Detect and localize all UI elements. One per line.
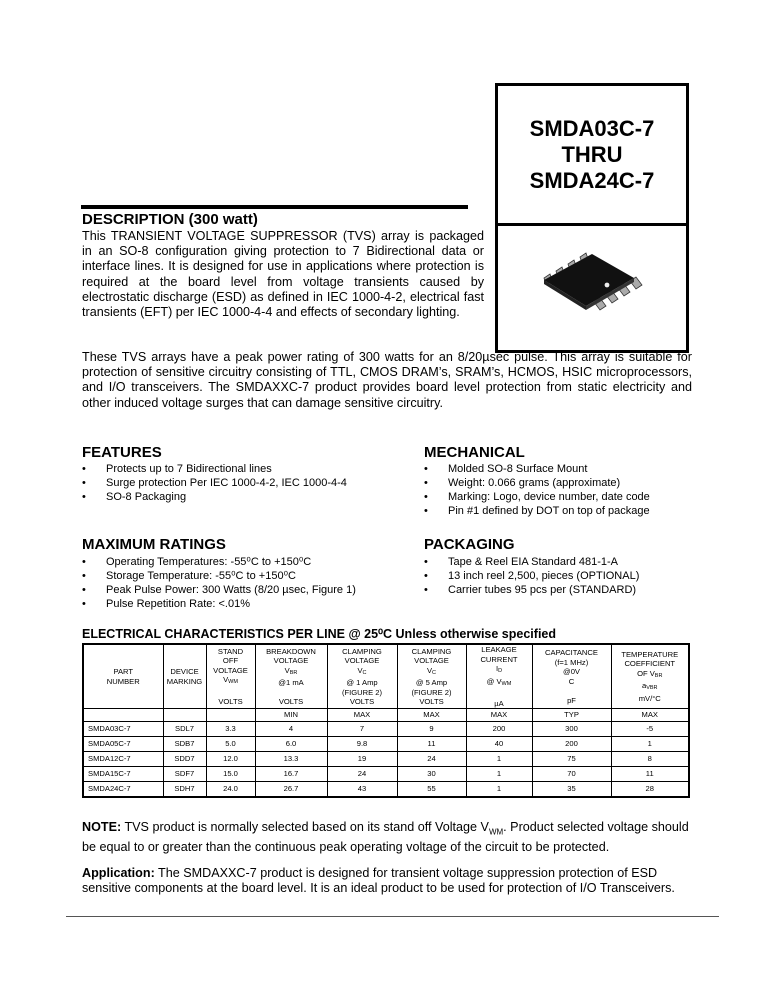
- table-cell: 200: [466, 722, 532, 737]
- package-image-area: [498, 226, 686, 353]
- header-unit: µA: [494, 698, 504, 708]
- header-unit: VOLTS: [278, 697, 304, 706]
- list-item: • SO-8 Packaging: [82, 490, 347, 504]
- table-cell: 26.7: [255, 782, 327, 798]
- header-part-number: [83, 644, 163, 709]
- header-unit: VOLTS: [218, 697, 243, 706]
- title-block: [498, 86, 686, 226]
- header-text: MARKING: [166, 676, 203, 686]
- header-text: V: [223, 675, 229, 684]
- header-subscript: WM: [501, 680, 512, 687]
- mechanical-list: [424, 462, 650, 518]
- header-text: TEMPERATURE: [621, 649, 679, 659]
- table-cell: [83, 709, 163, 722]
- description-rule: [81, 205, 468, 209]
- table-cell: 11: [611, 767, 689, 782]
- header-subscript: BR: [654, 672, 663, 679]
- table-cell: [206, 709, 255, 722]
- list-item: • Carrier tubes 95 pcs per (STANDARD): [424, 583, 639, 597]
- list-item: • Weight: 0.066 grams (approximate): [424, 476, 650, 490]
- header-temperature-coefficient: [611, 644, 689, 709]
- table-cell: 13.3: [255, 752, 327, 767]
- table-cell: 15.0: [206, 767, 255, 782]
- header-subscript: VBR: [646, 685, 658, 692]
- table-cell: SDF7: [163, 767, 206, 782]
- table-cell: 1: [466, 782, 532, 798]
- header-unit: mV/°C: [638, 693, 661, 703]
- table-cell: 75: [532, 752, 611, 767]
- table-cell: 12.0: [206, 752, 255, 767]
- list-item: • Storage Temperature: -55⁰C to +150⁰C: [82, 569, 356, 583]
- table-cell: 9: [397, 722, 466, 737]
- table-row: [83, 737, 689, 752]
- header-subscript: BR: [289, 669, 298, 676]
- table-cell: 19: [327, 752, 397, 767]
- header-clamping-voltage-5a: [397, 644, 466, 709]
- header-text: STAND: [217, 646, 244, 656]
- header-text: (FIGURE 2): [411, 687, 452, 697]
- so8-package-icon: [536, 248, 656, 328]
- header-text: V: [426, 665, 433, 675]
- table-cell: 28: [611, 782, 689, 798]
- list-item: • Surge protection Per IEC 1000-4-2, IEC 1000-4-4: [82, 476, 347, 490]
- table-cell: 5.0: [206, 737, 255, 752]
- table-cell: SMDA03C-7: [83, 722, 163, 737]
- header-text: a: [641, 681, 647, 691]
- table-cell: 4: [255, 722, 327, 737]
- header-text: NUMBER: [106, 676, 140, 686]
- table-row: [83, 722, 689, 737]
- application-paragraph: [82, 866, 692, 897]
- table-cell: SDD7: [163, 752, 206, 767]
- description-paragraph-1: This TRANSIENT VOLTAGE SUPPRESSOR (TVS) array is packaged in an SO-8 configuration giving protection to 7 Bidirectional data or interface lines. It is designed for use in applications where protection is required at the board level from voltage transients caused by electrostatic discharge (ESD) as defined in IEC 1000-4-2, electrical fast transients (EFT) per IEC 1000-4-4 and effects of secondary lighting.: [82, 229, 484, 320]
- header-subscript: WM: [228, 679, 238, 685]
- header-unit: VOLTS: [419, 697, 444, 706]
- table-cell: 3.3: [206, 722, 255, 737]
- table-cell: 8: [611, 752, 689, 767]
- list-item: • 13 inch reel 2,500, pieces (OPTIONAL): [424, 569, 639, 583]
- electrical-characteristics-title: ELECTRICAL CHARACTERISTICS PER LINE @ 25⁰C Unless otherwise specified: [82, 627, 556, 641]
- table-cell: SMDA15C-7: [83, 767, 163, 782]
- table-cell: 16.7: [255, 767, 327, 782]
- list-item: • Peak Pulse Power: 300 Watts (8/20 µsec, Figure 1): [82, 583, 356, 597]
- table-cell: 24: [397, 752, 466, 767]
- table-cell: SDL7: [163, 722, 206, 737]
- table-cell: 35: [532, 782, 611, 798]
- header-standoff-voltage: [206, 644, 255, 709]
- table-cell: 1: [466, 767, 532, 782]
- header-subscript: C: [432, 669, 437, 676]
- note-paragraph: [82, 820, 692, 855]
- header-subscript: C: [362, 669, 367, 676]
- list-item: • Operating Temperatures: -55⁰C to +150⁰C: [82, 555, 356, 569]
- mechanical-heading: MECHANICAL: [424, 444, 525, 461]
- application-text: The SMDAXXC-7 product is designed for transient voltage suppression protection of ESD sensitive components at the board level. It is an ideal product to be used for protection of I/O Transceivers.: [82, 866, 675, 896]
- header-text: (f=1 MHz): [554, 657, 589, 667]
- header-text: V: [284, 665, 290, 675]
- table-cell: MAX: [466, 709, 532, 722]
- table-cell: SMDA24C-7: [83, 782, 163, 798]
- table-cell: MIN: [255, 709, 327, 722]
- table-cell: 70: [532, 767, 611, 782]
- header-text: (FIGURE 2): [341, 687, 383, 697]
- table-cell: [163, 709, 206, 722]
- note-text-a: TVS product is normally selected based on its stand off Voltage V: [121, 820, 489, 834]
- note-text-b: . Product selected voltage should be equal to or greater than the continuous peak operating voltage of the circuit to be protected.: [82, 820, 689, 854]
- header-text: BREAKDOWN: [266, 646, 316, 656]
- table-cell: MAX: [611, 709, 689, 722]
- header-capacitance: [532, 644, 611, 709]
- header-device-marking: [163, 644, 206, 709]
- table-cell: 24: [327, 767, 397, 782]
- header-text: C: [568, 676, 575, 686]
- application-label: Application:: [82, 866, 155, 880]
- header-breakdown-voltage: [255, 644, 327, 709]
- table-cell: 1: [611, 737, 689, 752]
- header-text: @ 1 Amp: [346, 678, 378, 687]
- header-text: CURRENT: [480, 654, 518, 664]
- header-text: V: [357, 665, 363, 675]
- table-cell: TYP: [532, 709, 611, 722]
- table-cell: 9.8: [327, 737, 397, 752]
- list-item: • Marking: Logo, device number, date code: [424, 490, 650, 504]
- table-cell: SDH7: [163, 782, 206, 798]
- header-text: I: [495, 664, 499, 673]
- header-leakage-current: [466, 644, 532, 709]
- description-paragraph-2-text: These TVS arrays have a peak power rating of 300 watts for an 8/20µsec pulse. This array is suitable for protection of sensitive circuitry consisting of TTL, CMOS DRAM’s, SRAM’s, HCMOS, HSIC microprocessors, and I/O transceivers. The SMDAXXC-7 product provides board level protection from static electricity and other induced voltage surges that can damage sensitive circuitry.: [82, 350, 692, 410]
- header-unit: pF: [567, 695, 576, 705]
- table-cell: 55: [397, 782, 466, 798]
- table-cell: 40: [466, 737, 532, 752]
- header-text: @1 mA: [278, 678, 304, 687]
- table-cell: SDB7: [163, 737, 206, 752]
- header-text: OF V: [637, 668, 655, 678]
- header-text: VOLTAGE: [344, 656, 380, 665]
- packaging-list: [424, 555, 639, 597]
- header-text: @ 5 Amp: [415, 678, 448, 687]
- table-row: [83, 767, 689, 782]
- note-label: NOTE:: [82, 820, 122, 834]
- max-ratings-heading: MAXIMUM RATINGS: [82, 536, 226, 553]
- header-text: CLAMPING: [411, 646, 452, 656]
- header-text: @0V: [563, 667, 580, 676]
- header-text: COEFFICIENT: [624, 659, 676, 669]
- header-unit: VOLTS: [349, 697, 375, 706]
- description-paragraph-2: [82, 350, 692, 411]
- table-cell: MAX: [397, 709, 466, 722]
- header-text: DEVICE: [170, 667, 199, 676]
- table-cell: 43: [327, 782, 397, 798]
- max-ratings-list: [82, 555, 356, 611]
- limits-row: [83, 709, 689, 722]
- electrical-characteristics-table: [82, 643, 690, 798]
- list-item: • Tape & Reel EIA Standard 481-1-A: [424, 555, 639, 569]
- features-list: [82, 462, 347, 504]
- features-heading: FEATURES: [82, 444, 162, 461]
- header-text: PART: [113, 667, 134, 676]
- header-text: @ V: [486, 676, 502, 686]
- table-cell: 11: [397, 737, 466, 752]
- bottom-rule: [66, 916, 719, 917]
- note-subscript: WM: [488, 827, 504, 837]
- table-cell: 24.0: [206, 782, 255, 798]
- description-heading: DESCRIPTION (300 watt): [82, 211, 258, 228]
- header-text: CAPACITANCE: [545, 648, 598, 657]
- header-text: VOLTAGE: [273, 656, 309, 665]
- table-cell: MAX: [327, 709, 397, 722]
- table-row: [83, 782, 689, 798]
- header-subscript: D: [498, 668, 503, 674]
- table-row: [83, 752, 689, 767]
- table-cell: 1: [466, 752, 532, 767]
- header-text: VOLTAGE: [414, 656, 449, 665]
- table-cell: 6.0: [255, 737, 327, 752]
- title-line-3: SMDA24C-7: [529, 167, 655, 193]
- header-text: OFF: [222, 656, 239, 665]
- list-item: • Pulse Repetition Rate: <.01%: [82, 597, 356, 611]
- table-cell: 200: [532, 737, 611, 752]
- list-item: • Pin #1 defined by DOT on top of package: [424, 504, 650, 518]
- table-cell: -5: [611, 722, 689, 737]
- list-item: • Molded SO-8 Surface Mount: [424, 462, 650, 476]
- title-line-2: THRU: [561, 141, 623, 167]
- table-cell: SMDA12C-7: [83, 752, 163, 767]
- header-text: VOLTAGE: [213, 665, 248, 675]
- table-cell: 30: [397, 767, 466, 782]
- table-cell: 300: [532, 722, 611, 737]
- header-text: LEAKAGE: [481, 645, 517, 654]
- title-line-1: SMDA03C-7: [529, 115, 655, 141]
- header-clamping-voltage-1a: [327, 644, 397, 709]
- table-cell: 7: [327, 722, 397, 737]
- header-text: CLAMPING: [342, 646, 382, 656]
- packaging-heading: PACKAGING: [424, 536, 515, 553]
- list-item: • Protects up to 7 Bidirectional lines: [82, 462, 347, 476]
- title-box: [495, 83, 689, 353]
- table-cell: SMDA05C-7: [83, 737, 163, 752]
